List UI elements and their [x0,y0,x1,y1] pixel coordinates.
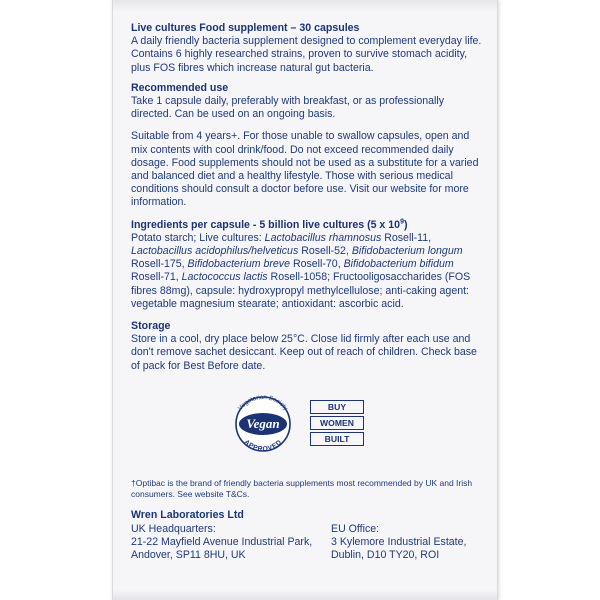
ingredients-heading-main: Ingredients per capsule - 5 billion live cultures (5 x 10 [131,218,401,231]
ingredients-heading-end: ) [403,218,408,231]
eu-label: EU Office: [331,522,380,535]
intro-heading: Live cultures Food supplement – 30 capsules [131,22,360,34]
strain-name: Lactobacillus acidophilus/helveticus [131,245,299,258]
uk-address [131,523,331,563]
ingredients-part: Rosell-70, [290,258,344,271]
ingredients-part: Rosell-52, [298,245,352,258]
eu-address [331,523,491,563]
strain-name: Lactococcus lactis [181,271,268,284]
label-content [131,22,483,382]
intro-text: A daily friendly bacteria supplement designed to complement everyday life. Contains 6 highly researched strains, proven to survive stomach acidity, plus FOS fibres which increase natural gut bacteria. [131,35,482,74]
recommended-use-text: Take 1 capsule daily, preferably with breakfast, or as professionally directed. Can be used on an ongoing basis. [131,95,445,121]
ingredients-part: Rosell-175, [131,258,188,271]
ingredients-part: Rosell-11, [381,231,432,244]
uk-label: UK Headquarters: [131,522,216,535]
company-name: Wren Laboratories Ltd [131,509,244,521]
eu-address-line: 3 Kylemore Industrial Estate, [331,535,467,548]
recommended-use-heading: Recommended use [131,81,229,94]
bwb-women: WOMEN [310,416,364,430]
strain-name: Bifidobacterium longum [351,245,463,258]
ingredients-part: Rosell-1058; Fructooligosaccharides (FOS fibres 88mg), capsule: hydroxypropyl methylcellulose; anti-caking agent: vegetable magnesium stearate; antioxidant: ascorbic acid. [131,271,471,310]
bwb-buy: BUY [310,400,364,414]
storage-text: Store in a cool, dry place below 25°C. Close lid firmly after each use and don't remove sachet desiccant. Keep out of reach of children. Check base of pack for Best Before date. [131,333,477,372]
eu-address-line: Dublin, D10 TY20, ROI [331,549,440,562]
certification-logos [226,392,586,462]
package-back-panel [112,0,498,600]
buy-women-built-logo [310,400,364,450]
suitability-text: Suitable from 4 years+. For those unable to swallow capsules, open and mix contents with cool drink/food. Do not exceed recommended daily dosage. Food supplements should not be used as a substitute for a varied and balanced diet and a healthy lifestyle. Those with serious medical conditions should consult a doctor before use. Visit our website for more information. [131,130,479,209]
bwb-built: BUILT [310,432,364,446]
ingredients-heading [131,219,483,232]
footnote: †Optibac is the brand of friendly bacteria supplements most recommended by UK and Irish consumers. See website T&Cs. [131,478,473,499]
ingredients-text [131,232,483,311]
ingredients-part: Rosell-71, [131,271,182,284]
storage-heading: Storage [131,320,171,333]
company-info [131,509,491,562]
vegan-logo-main-text: Vegan [246,416,280,431]
strain-name: Bifidobacterium breve [187,258,290,271]
strain-name: Bifidobacterium bifidum [343,258,454,271]
vegan-logo-bottom-text: APPROVED [242,438,284,452]
ingredients-heading-exponent: 9 [400,218,404,226]
uk-address-line: Andover, SP11 8HU, UK [131,549,246,562]
ingredients-part: Potato starch; Live cultures: [131,231,265,244]
uk-address-line: 21-22 Mayfield Avenue Industrial Park, [131,535,313,548]
strain-name: Lactobacillus rhamnosus [264,231,382,244]
vegan-logo-top-text: Vegetarian Society [236,393,290,412]
vegan-society-logo [226,392,300,452]
